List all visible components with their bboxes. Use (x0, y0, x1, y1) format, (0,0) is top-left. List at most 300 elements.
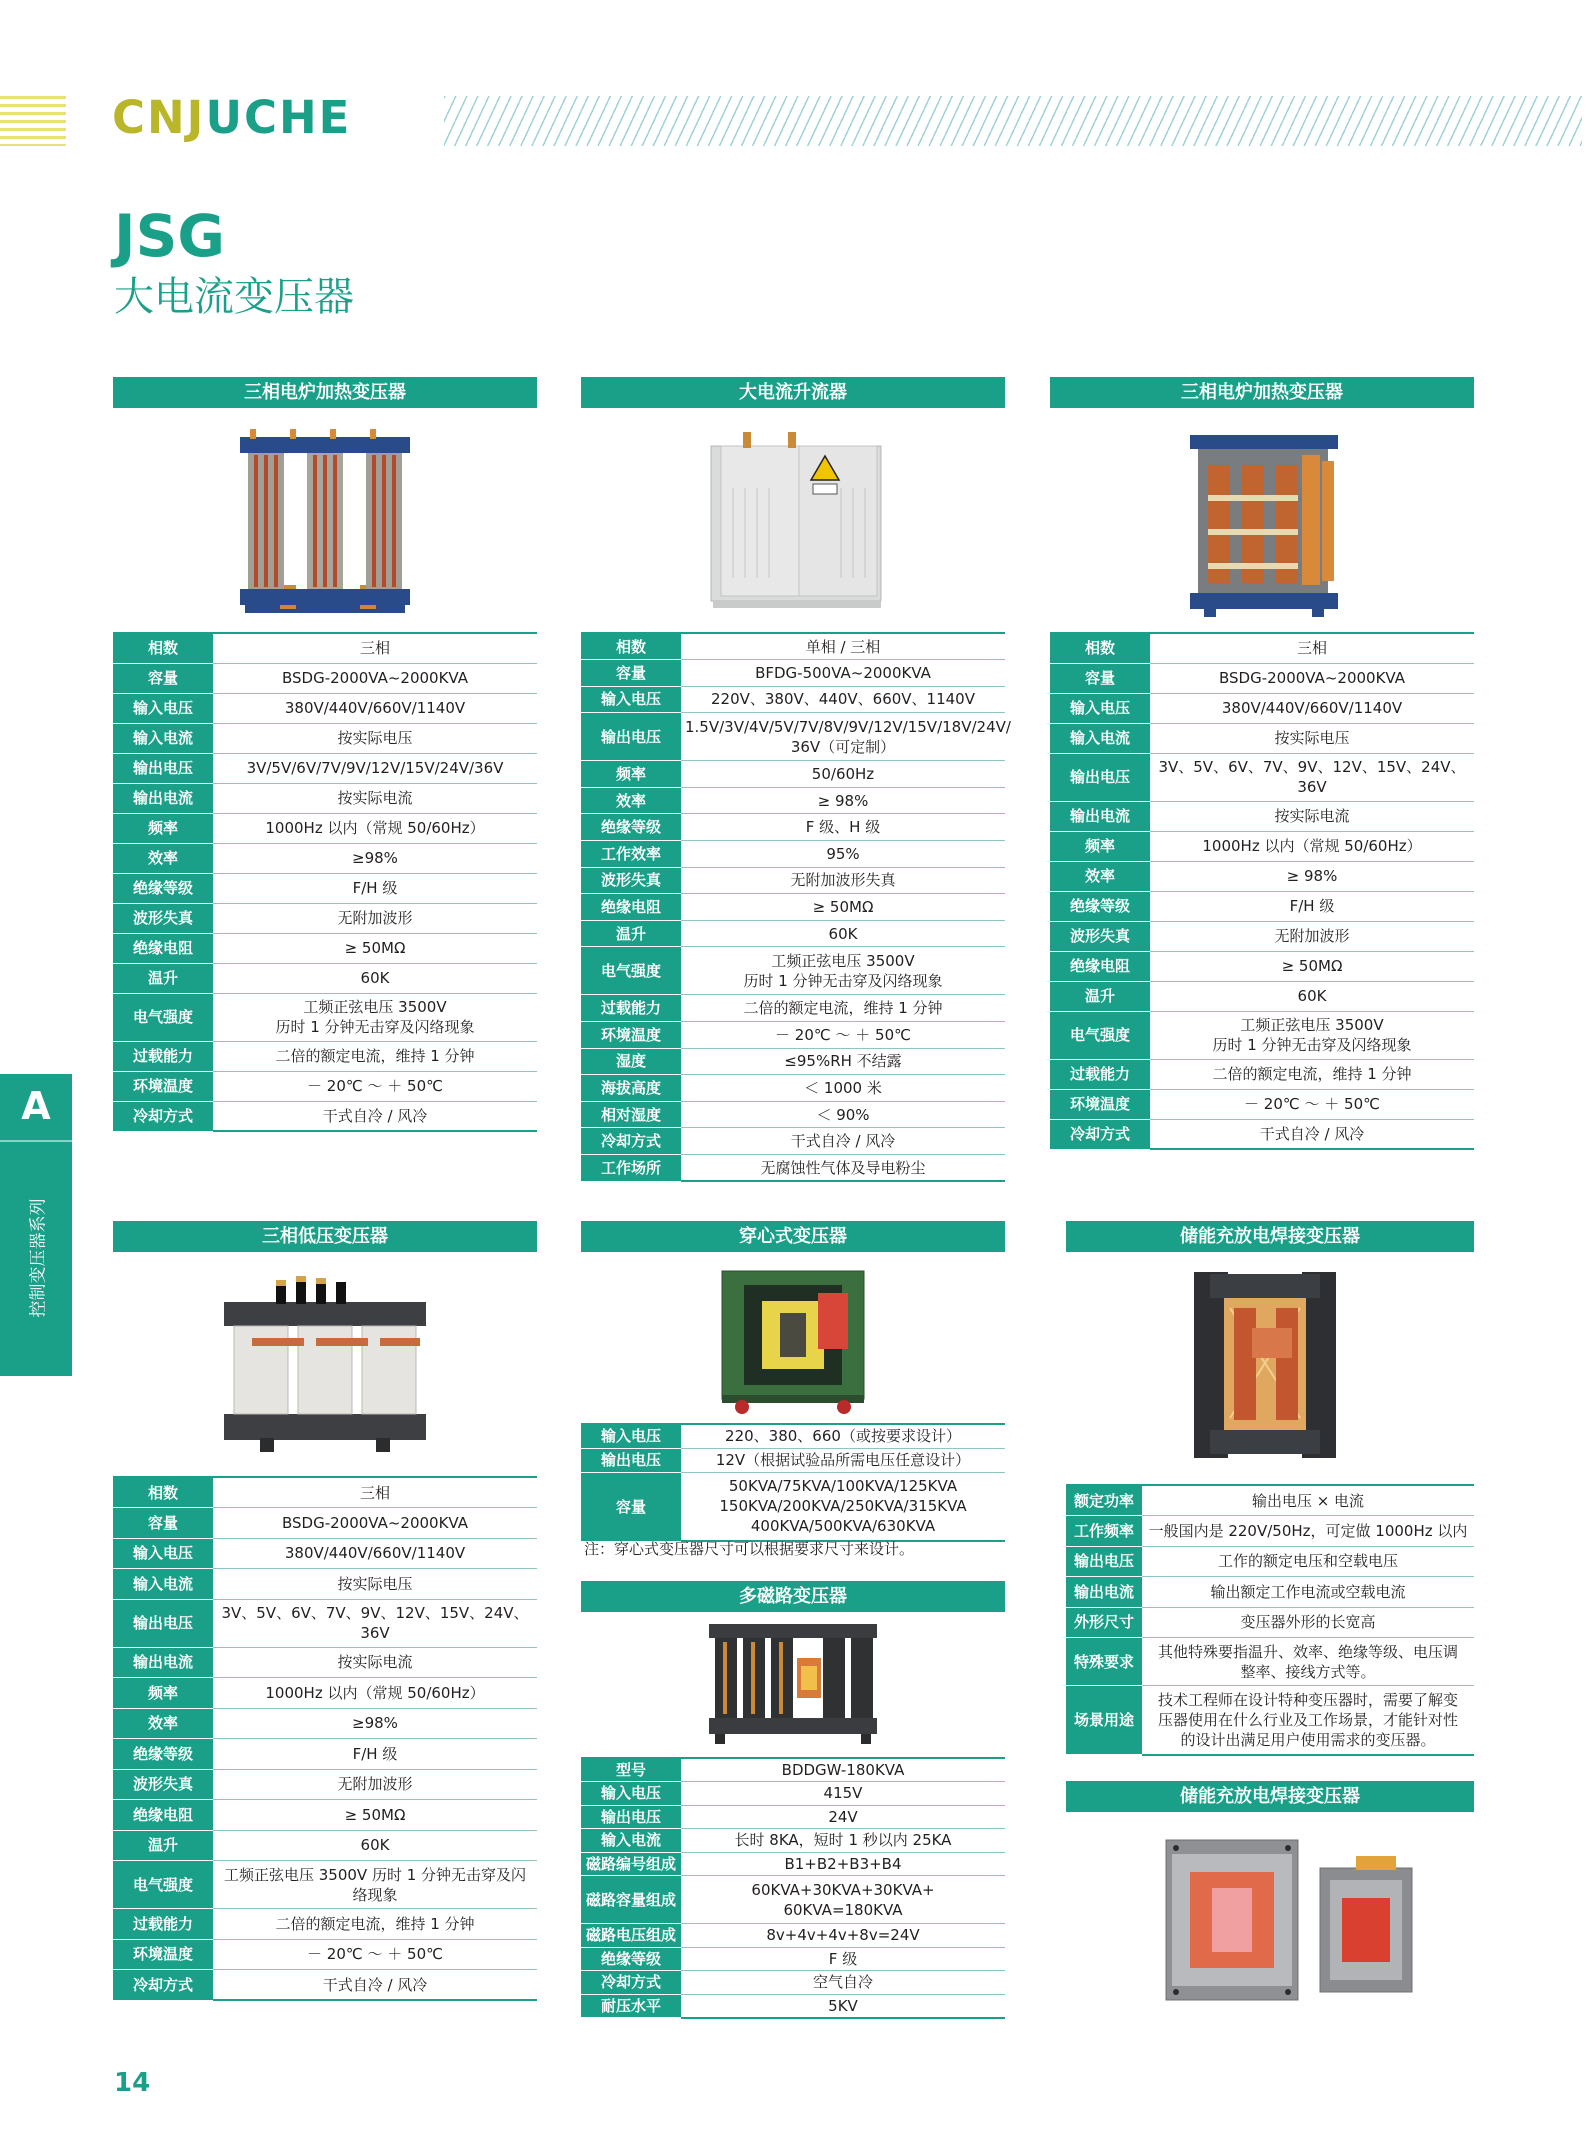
spec-value (213, 933, 537, 963)
spec-value (681, 1075, 1005, 1102)
spec-row (581, 1852, 1005, 1876)
spec-value (213, 1800, 537, 1831)
spec-row (581, 1805, 1005, 1829)
spec-value (1142, 1638, 1474, 1686)
spec-value-line: 1.5V/3V/4V/5V/7V/8V/9V/12V/15V/18V/24V/ (685, 717, 1011, 736)
section-heading: 三相电炉加热变压器 (113, 377, 537, 408)
spec-value-line: ≤95%RH 不结露 (784, 1052, 902, 1071)
spec-value-line: ＜ 90% (816, 1105, 870, 1124)
spec-key: 相数 (581, 633, 681, 660)
spec-row (113, 633, 537, 663)
spec-key: 相数 (113, 633, 213, 663)
spec-value-line: B1+B2+B3+B4 (784, 1854, 902, 1873)
spec-row (113, 1939, 537, 1970)
spec-value-line: 36V (360, 1624, 390, 1642)
spec-row (113, 1508, 537, 1539)
spec-value-line: ＜ 1000 米 (804, 1079, 882, 1098)
spec-row (113, 723, 537, 753)
spec-value (213, 1508, 537, 1539)
spec-key: 输入电流 (113, 1569, 213, 1600)
spec-row (113, 1538, 537, 1569)
spec-row (113, 1708, 537, 1739)
spec-value-line: 60K (1297, 987, 1327, 1005)
spec-key: 过载能力 (113, 1909, 213, 1940)
spec-value (213, 753, 537, 783)
spec-value-line: 工频正弦电压 3500V 历时 1 分钟无击穿及闪 (223, 1865, 527, 1884)
spec-value (681, 995, 1005, 1022)
spec-value-line: BSDG-2000VA~2000KVA (1218, 669, 1405, 687)
spec-key: 容量 (581, 660, 681, 687)
section-heading: 穿心式变压器 (581, 1221, 1005, 1252)
product-name: 大电流变压器 (114, 274, 354, 320)
spec-value-line: 3V、5V、6V、7V、9V、12V、15V、24V、 (1158, 758, 1466, 776)
spec-value-line: 的设计出满足用户使用需求的变压器。 (1180, 1730, 1436, 1749)
spec-value (681, 1829, 1005, 1853)
spec-row (113, 783, 537, 813)
spec-value-line: 一般国内是 220V/50Hz，可定做 1000Hz 以内 (1148, 1521, 1468, 1540)
spec-value (681, 814, 1005, 841)
spec-value (1142, 1485, 1474, 1516)
spec-value-line: 无腐蚀性气体及导电粉尘 (760, 1158, 926, 1177)
transformer-image (230, 425, 420, 615)
spec-value (681, 761, 1005, 788)
spec-row (113, 843, 537, 873)
header-stripes-left (0, 96, 66, 146)
spec-row (113, 1678, 537, 1709)
spec-value-line: 3V/5V/6V/7V/9V/12V/15V/24V/36V (246, 759, 504, 777)
side-tab-letter: A (21, 1084, 51, 1128)
spec-key: 容量 (113, 1508, 213, 1539)
spec-value (1150, 1011, 1474, 1059)
spec-value-line: BFDG-500VA~2000KVA (755, 663, 931, 682)
spec-row (1050, 693, 1474, 723)
spec-row (113, 1861, 537, 1909)
spec-key: 输入电压 (581, 1424, 681, 1448)
spec-key: 温升 (113, 963, 213, 993)
spec-value (681, 1128, 1005, 1155)
spec-value (213, 873, 537, 903)
spec-row (1050, 633, 1474, 663)
spec-value-line: 60KVA+30KVA+30KVA+ (751, 1880, 935, 1899)
spec-value-line: 24V (828, 1807, 858, 1826)
spec-value (1142, 1516, 1474, 1547)
spec-value-line: 1000Hz 以内（常规 50/60Hz） (1202, 837, 1422, 855)
spec-value-line: 输出额定工作电流或空载电流 (1210, 1582, 1406, 1601)
spec-value-line: 60K (360, 969, 390, 987)
spec-value-line: 50KVA/75KVA/100KVA/125KVA (728, 1477, 958, 1496)
spec-key: 输出电流 (1066, 1577, 1142, 1608)
spec-key: 温升 (1050, 981, 1150, 1011)
spec-row (581, 1924, 1005, 1948)
spec-key: 波形失真 (113, 903, 213, 933)
spec-key: 效率 (113, 843, 213, 873)
spec-value-line: 单相 / 三相 (805, 637, 881, 656)
spec-row (581, 1101, 1005, 1128)
spec-key: 频率 (581, 761, 681, 788)
spec-value (213, 813, 537, 843)
spec-row (113, 1101, 537, 1131)
spec-row (581, 1947, 1005, 1971)
spec-value (213, 693, 537, 723)
spec-value-line: 其他特殊要指温升、效率、绝缘等级、电压调 (1157, 1642, 1458, 1661)
spec-key: 冷却方式 (581, 1971, 681, 1995)
spec-value-line: ≥ 50MΩ (344, 939, 406, 957)
spec-row (581, 947, 1005, 995)
spec-value-line: F 级 (828, 1949, 858, 1968)
spec-value-line: 按实际电流 (337, 1653, 413, 1672)
spec-value-line: F 级、H 级 (805, 818, 881, 837)
spec-key: 磁路电压组成 (581, 1924, 681, 1948)
spec-value-line: F/H 级 (352, 879, 398, 897)
spec-key: 耐压水平 (581, 1994, 681, 2018)
spec-key: 相对湿度 (581, 1101, 681, 1128)
spec-row (581, 633, 1005, 660)
spec-value-line: 二倍的额定电流，维持 1 分钟 (1212, 1065, 1412, 1083)
spec-key: 绝缘等级 (1050, 891, 1150, 921)
spec-row (581, 1424, 1005, 1448)
spec-value-line: 150KVA/200KVA/250KVA/315KVA (719, 1497, 967, 1516)
spec-key: 外形尺寸 (1066, 1607, 1142, 1638)
spec-value (213, 1830, 537, 1861)
spec-value (1150, 861, 1474, 891)
spec-key: 效率 (1050, 861, 1150, 891)
spec-row (113, 1647, 537, 1678)
spec-value-line: ≥98% (352, 1714, 398, 1733)
spec-key: 电气强度 (113, 993, 213, 1041)
spec-value-line: 历时 1 分钟无击穿及闪络现象 (1212, 1036, 1412, 1054)
spec-value-line: 络现象 (352, 1885, 398, 1904)
spec-value-line: 按实际电流 (1274, 807, 1350, 825)
spec-value-line: 95% (826, 844, 860, 863)
spec-key: 温升 (581, 920, 681, 947)
spec-value-line: ≥ 50MΩ (812, 898, 874, 917)
spec-key: 相数 (1050, 633, 1150, 663)
spec-value (1150, 663, 1474, 693)
spec-key: 磁路容量组成 (581, 1876, 681, 1924)
spec-key: 工作频率 (1066, 1516, 1142, 1547)
spec-row (1050, 981, 1474, 1011)
spec-value-line: 按实际电压 (1274, 729, 1350, 747)
spec-value-line: 60K (828, 924, 858, 943)
spec-row (581, 867, 1005, 894)
spec-row (1066, 1638, 1474, 1686)
spec-value-line: 60KVA=180KVA (783, 1900, 903, 1919)
spec-table (113, 1476, 537, 2001)
section-heading: 大电流升流器 (581, 377, 1005, 408)
spec-value (213, 1909, 537, 1940)
spec-value (681, 867, 1005, 894)
spec-value-line: 历时 1 分钟无击穿及闪络现象 (275, 1018, 475, 1036)
spec-value (1142, 1546, 1474, 1577)
spec-table (581, 1757, 1005, 2019)
spec-value (213, 1101, 537, 1131)
spec-value-line: ≥ 98% (1286, 867, 1338, 885)
spec-row (113, 1599, 537, 1647)
spec-key: 绝缘电阻 (113, 1800, 213, 1831)
spec-row (1066, 1546, 1474, 1577)
spec-value (213, 1538, 537, 1569)
spec-row (113, 903, 537, 933)
spec-row (581, 920, 1005, 947)
spec-key: 冷却方式 (581, 1128, 681, 1155)
cabinet-image (693, 428, 893, 618)
spec-key: 绝缘电阻 (1050, 951, 1150, 981)
spec-value (681, 1994, 1005, 2018)
spec-value (1150, 1119, 1474, 1149)
spec-row (581, 814, 1005, 841)
side-tab-divider (0, 1140, 72, 1142)
spec-value-line: BSDG-2000VA~2000KVA (281, 1513, 468, 1532)
spec-value-line: 无附加波形 (1274, 927, 1350, 945)
spec-row (1050, 921, 1474, 951)
spec-row (1066, 1485, 1474, 1516)
spec-row (1050, 861, 1474, 891)
spec-value-line: F/H 级 (352, 1744, 398, 1763)
page-number: 14 (114, 2068, 151, 2098)
spec-value-line: 415V (823, 1784, 863, 1803)
spec-value (213, 903, 537, 933)
spec-value (681, 1782, 1005, 1806)
spec-row (1066, 1686, 1474, 1755)
spec-row (113, 813, 537, 843)
spec-key: 绝缘等级 (581, 1947, 681, 1971)
spec-value-line: 无附加波形 (337, 909, 413, 927)
spec-value (213, 1569, 537, 1600)
section-heading: 储能充放电焊接变压器 (1066, 1221, 1474, 1252)
spec-table (581, 1423, 1005, 1542)
spec-value-line: 二倍的额定电流，维持 1 分钟 (275, 1047, 475, 1065)
spec-row (113, 963, 537, 993)
spec-row (581, 1971, 1005, 1995)
spec-key: 频率 (113, 1678, 213, 1709)
spec-key: 绝缘电阻 (113, 933, 213, 963)
spec-value (1150, 1089, 1474, 1119)
spec-key: 输入电流 (1050, 723, 1150, 753)
spec-value (681, 633, 1005, 660)
spec-row (113, 1769, 537, 1800)
spec-value-line: 三相 (359, 1483, 390, 1502)
spec-row (113, 1830, 537, 1861)
spec-value-line: ≥ 98% (817, 791, 869, 810)
spec-value (1142, 1607, 1474, 1638)
spec-key: 工作效率 (581, 841, 681, 868)
spec-key: 环境温度 (581, 1022, 681, 1049)
spec-value-line: 输出电压 × 电流 (1251, 1491, 1365, 1510)
spec-row (581, 660, 1005, 687)
spec-value-line: 无附加波形失真 (790, 871, 896, 890)
spec-row (113, 993, 537, 1041)
spec-key: 频率 (1050, 831, 1150, 861)
spec-value-line: － 20℃ ～ ＋ 50℃ (307, 1945, 443, 1964)
spec-key: 磁路编号组成 (581, 1852, 681, 1876)
spec-value (681, 1876, 1005, 1924)
spec-row (1050, 831, 1474, 861)
brand-logo: CNJUCHE (112, 91, 352, 144)
spec-value-line: 220V、380V、440V、660V、1140V (710, 690, 975, 709)
header-stripes-right (444, 96, 1582, 146)
section-heading: 三相低压变压器 (113, 1221, 537, 1252)
spec-value (1150, 891, 1474, 921)
spec-value (681, 686, 1005, 713)
spec-value-line: 400KVA/500KVA/630KVA (750, 1517, 936, 1536)
spec-row (581, 686, 1005, 713)
spec-table (113, 632, 537, 1132)
spec-row (1050, 1119, 1474, 1149)
spec-row (113, 753, 537, 783)
spec-value-line: 长时 8KA，短时 1 秒以内 25KA (734, 1831, 952, 1850)
spec-row (1050, 1059, 1474, 1089)
spec-row (1050, 723, 1474, 753)
spec-key: 输入电压 (1050, 693, 1150, 723)
spec-row (581, 841, 1005, 868)
spec-value-line: 5KV (828, 1996, 858, 2015)
spec-value-line: BDDGW-180KVA (781, 1761, 905, 1779)
transformer-image (703, 1618, 883, 1746)
spec-key: 冷却方式 (113, 1101, 213, 1131)
spec-value-line: 36V (1297, 778, 1327, 796)
spec-value (213, 1041, 537, 1071)
spec-key: 输出电压 (113, 1599, 213, 1647)
spec-row (581, 1994, 1005, 2018)
spec-row (1050, 1011, 1474, 1059)
spec-key: 输入电流 (581, 1829, 681, 1853)
spec-key: 输入电流 (113, 723, 213, 753)
spec-key: 电气强度 (581, 947, 681, 995)
spec-value-line: ≥ 50MΩ (344, 1805, 406, 1824)
spec-value (681, 894, 1005, 921)
spec-key: 输出电压 (581, 1805, 681, 1829)
spec-value (1150, 693, 1474, 723)
spec-key: 绝缘电阻 (581, 894, 681, 921)
spec-key: 环境温度 (113, 1939, 213, 1970)
spec-value-line: 36V（可定制） (790, 737, 896, 756)
spec-value (681, 1472, 1005, 1541)
spec-key: 效率 (113, 1708, 213, 1739)
model-title: JSG (114, 202, 225, 270)
spec-value-line: 干式自冷 / 风冷 (322, 1975, 428, 1994)
spec-value (213, 783, 537, 813)
spec-value (213, 1939, 537, 1970)
spec-row (581, 761, 1005, 788)
spec-row (113, 1739, 537, 1770)
spec-value (213, 1071, 537, 1101)
spec-value (681, 1155, 1005, 1182)
spec-value (213, 1599, 537, 1647)
spec-key: 绝缘等级 (581, 814, 681, 841)
spec-value-line: 工频正弦电压 3500V (771, 951, 915, 970)
spec-key: 输出电压 (113, 753, 213, 783)
spec-row (113, 1800, 537, 1831)
spec-value-line: 3V、5V、6V、7V、9V、12V、15V、24V、 (221, 1604, 529, 1622)
spec-row (1050, 801, 1474, 831)
spec-value (681, 1924, 1005, 1948)
section-heading: 储能充放电焊接变压器 (1066, 1781, 1474, 1812)
spec-value (1142, 1686, 1474, 1755)
spec-row (581, 713, 1005, 761)
spec-row (113, 1477, 537, 1508)
spec-row (113, 933, 537, 963)
spec-row (1050, 663, 1474, 693)
spec-value-line: 工频正弦电压 3500V (303, 998, 447, 1016)
spec-key: 效率 (581, 787, 681, 814)
spec-value (681, 1852, 1005, 1876)
spec-row (1050, 951, 1474, 981)
spec-key: 容量 (1050, 663, 1150, 693)
spec-value-line: 220、380、660（或按要求设计） (725, 1427, 961, 1446)
spec-key: 过载能力 (113, 1041, 213, 1071)
spec-row (113, 1041, 537, 1071)
note-text: 注：穿心式变压器尺寸可以根据要求尺寸来设计。 (584, 1540, 915, 1558)
spec-value (1150, 921, 1474, 951)
spec-key: 输入电压 (113, 1538, 213, 1569)
spec-value-line: 380V/440V/660V/1140V (284, 699, 466, 717)
spec-value (213, 723, 537, 753)
spec-row (581, 787, 1005, 814)
spec-key: 输出电压 (1066, 1546, 1142, 1577)
spec-row (581, 1022, 1005, 1049)
spec-value-line: 干式自冷 / 风冷 (1259, 1124, 1365, 1143)
section-heading: 三相电炉加热变压器 (1050, 377, 1474, 408)
spec-key: 电气强度 (113, 1861, 213, 1909)
spec-key: 工作场所 (581, 1155, 681, 1182)
spec-row (113, 873, 537, 903)
spec-key: 额定功率 (1066, 1485, 1142, 1516)
spec-row (1066, 1577, 1474, 1608)
spec-row (113, 1071, 537, 1101)
spec-value (213, 963, 537, 993)
spec-row (581, 1048, 1005, 1075)
spec-key: 温升 (113, 1830, 213, 1861)
spec-value-line: 整率、接线方式等。 (1240, 1662, 1376, 1681)
spec-value-line: 干式自冷 / 风冷 (790, 1132, 896, 1151)
spec-key: 环境温度 (1050, 1089, 1150, 1119)
spec-table (1066, 1484, 1474, 1756)
section-heading: 多磁路变压器 (581, 1581, 1005, 1612)
spec-row (581, 894, 1005, 921)
spec-row (113, 693, 537, 723)
spec-key: 容量 (113, 663, 213, 693)
spec-value (681, 1101, 1005, 1128)
spec-row (581, 1829, 1005, 1853)
spec-row (581, 995, 1005, 1022)
spec-value (213, 843, 537, 873)
spec-table (581, 632, 1011, 1182)
spec-value-line: 12V（根据试验品所需电压任意设计） (715, 1451, 971, 1469)
spec-value-line: － 20℃ ～ ＋ 50℃ (1244, 1095, 1380, 1113)
spec-key: 波形失真 (113, 1769, 213, 1800)
spec-key: 场景用途 (1066, 1686, 1142, 1755)
spec-value-line: 1000Hz 以内（常规 50/60Hz） (265, 1683, 485, 1702)
transformer-image (220, 1272, 430, 1457)
spec-value (681, 841, 1005, 868)
spec-value (213, 1970, 537, 2001)
transformer-image (1190, 1268, 1340, 1464)
spec-key: 输出电流 (1050, 801, 1150, 831)
spec-row (581, 1876, 1005, 1924)
spec-value (681, 1048, 1005, 1075)
spec-value (1150, 801, 1474, 831)
spec-value (213, 1708, 537, 1739)
side-tab-text: 控制变压器系列 (28, 1198, 49, 1318)
spec-key: 输入电压 (581, 686, 681, 713)
spec-value-line: 工频正弦电压 3500V (1240, 1016, 1384, 1034)
spec-row (113, 663, 537, 693)
spec-key: 波形失真 (1050, 921, 1150, 951)
spec-row (581, 1155, 1005, 1182)
spec-value (681, 1424, 1005, 1448)
spec-value (213, 1477, 537, 1508)
spec-value (681, 787, 1005, 814)
